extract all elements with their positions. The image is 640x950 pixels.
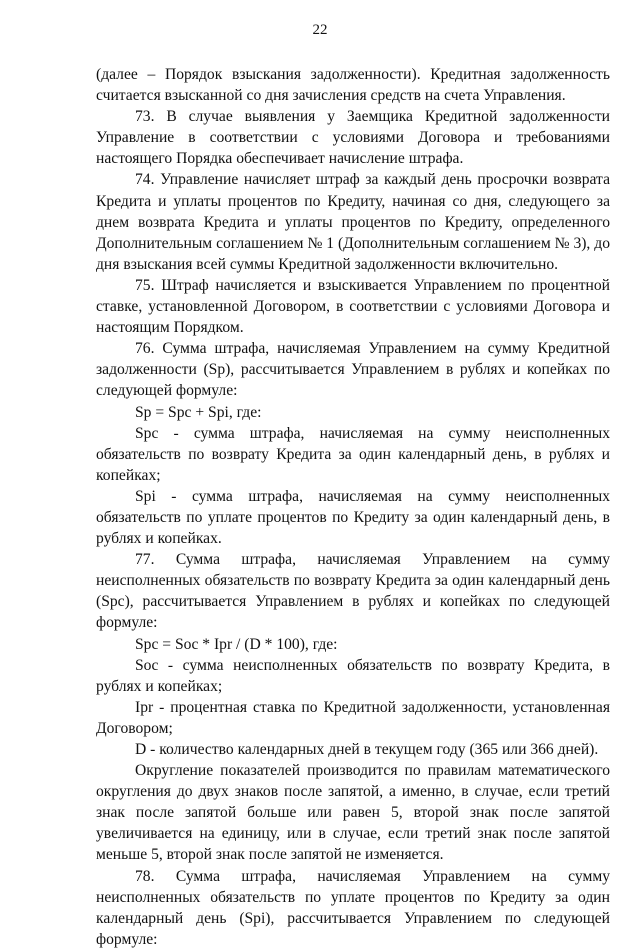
definition-d: D - количество календарных дней в текущем году (365 или 366 дней). bbox=[135, 741, 599, 758]
paragraph-77: 77. Сумма штрафа, начисляемая Управлением на сумму неисполненных обязательств по возврату Кредита за один календарный день (Spc), рассчитывается Управлением в рублях и копейках по следующей формуле: bbox=[96, 551, 610, 632]
paragraph-73: 73. В случае выявления у Заемщика Кредитной задолженности Управление в соответствии с условиями Договора и требованиями настоящего Порядка обеспечивает начисление штрафа. bbox=[96, 108, 610, 168]
paragraph-78: 78. Сумма штрафа, начисляемая Управлением на сумму неисполненных обязательств по уплате процентов по Кредиту за один календарный день (Spi), рассчитывается Управлением по следующей формуле: bbox=[96, 867, 610, 948]
definition-ipr: Ipr - процентная ставка по Кредитной задолженности, установленная Договором; bbox=[96, 698, 610, 737]
formula-sp: Sp = Spc + Spi, где: bbox=[135, 403, 262, 421]
paragraph-continuation: (далее – Порядок взыскания задолженности). Кредитная задолженность считается взысканной со дня зачисления средств на счета Управления. bbox=[96, 66, 610, 105]
formula-spc: Spc = Soc * Ipr / (D * 100), где: bbox=[135, 635, 338, 653]
paragraph-74: 74. Управление начисляет штраф за каждый день просрочки возврата Кредита и уплаты процентов по Кредиту, начиная со дня, следующего за днем возврата Кредита и уплаты процентов по Кредиту, определенного Дополнительным соглашением № 1 (Дополнительным соглашением № 3), до дня взыскания всей суммы Кредитной задолженности включительно. bbox=[96, 171, 610, 273]
definition-spc: Spc - сумма штрафа, начисляемая на сумму неисполненных обязательств по возврату Кредита за один календарный день, в рублях и копейках; bbox=[96, 424, 610, 484]
paragraph-75: 75. Штраф начисляется и взыскивается Управлением по процентной ставке, установленной Договором, в соответствии с условиями Договора и настоящим Порядком. bbox=[96, 276, 610, 337]
page-number: 22 bbox=[312, 22, 328, 38]
definition-spi: Spi - сумма штрафа, начисляемая на сумму неисполненных обязательств по уплате процентов по Кредиту за один календарный день, в рублях и копейках. bbox=[96, 487, 610, 548]
rounding-paragraph: Округление показателей производится по правилам математического округления до двух знаков после запятой, а именно, в случае, если третий знак после запятой больше или равен 5, второй знак после запятой увеличивается на единицу, или в случае, если третий знак после запятой меньше 5, второй знак после запятой не изменяется. bbox=[96, 762, 610, 864]
paragraph-76: 76. Сумма штрафа, начисляемая Управлением на сумму Кредитной задолженности (Sp), рассчитывается Управлением в рублях и копейках по следующей формуле: bbox=[96, 340, 610, 400]
definition-soc: Soc - сумма неисполненных обязательств по возврату Кредита, в рублях и копейках; bbox=[96, 656, 610, 695]
document-body bbox=[96, 64, 610, 950]
